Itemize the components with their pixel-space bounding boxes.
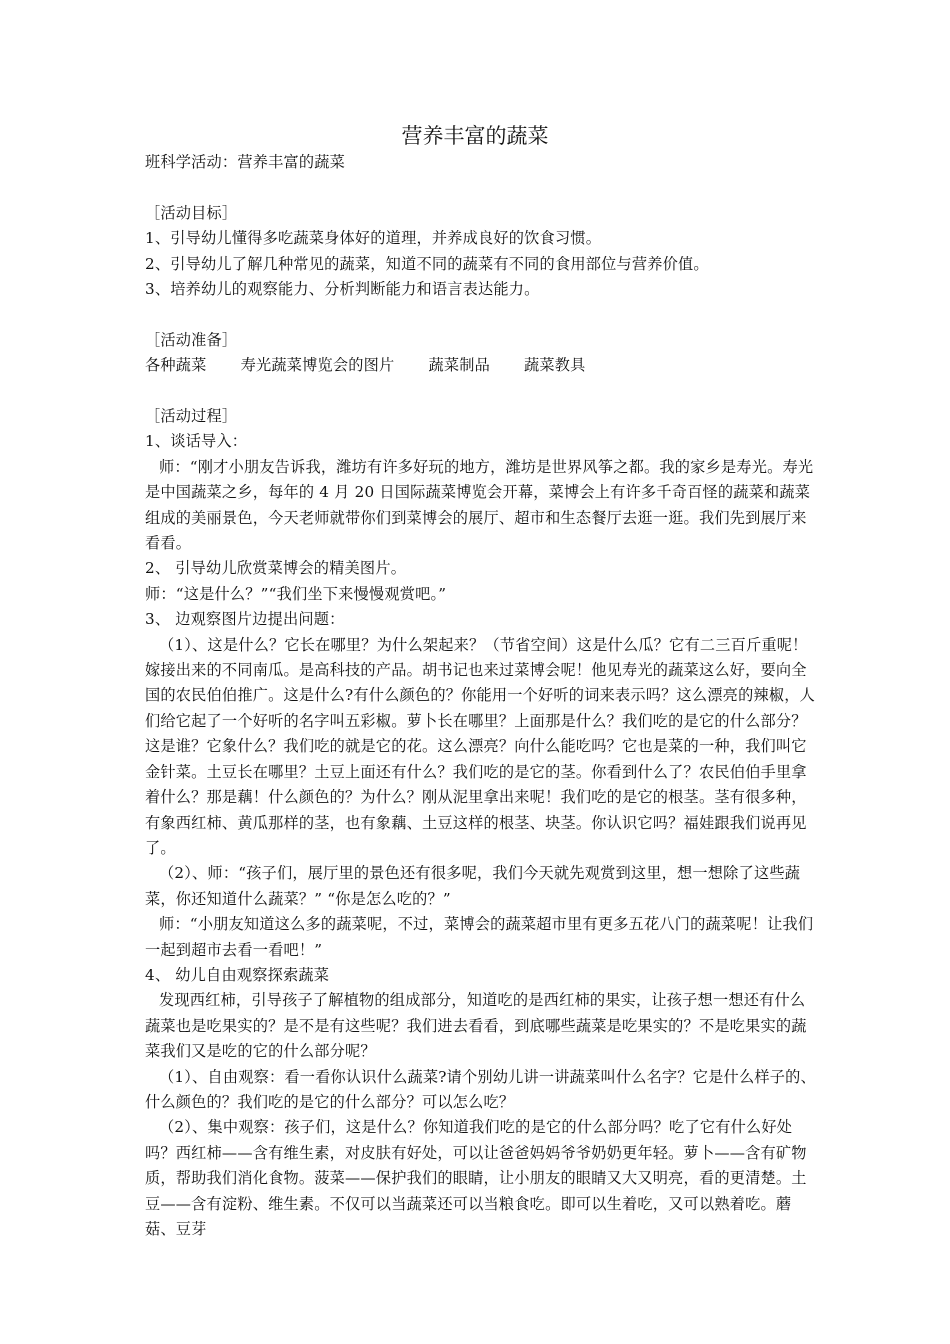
spacer (145, 379, 820, 404)
document-body (145, 150, 820, 1242)
prep-item: 各种蔬菜 (145, 356, 207, 375)
prep-item: 寿光蔬菜博览会的图片 (240, 356, 395, 375)
paragraph: 师：“刚才小朋友告诉我，潍坊有许多好玩的地方，潍坊是世界风筝之都。我的家乡是寿光。寿光是中国蔬菜之乡，每年的 4 月 20 日国际蔬菜博览会开幕，菜博会上有许多千奇百怪的蔬菜和蔬菜组成的美丽景色，今天老师就带你们到菜博会的展厅、超市和生态餐厅去逛一逛。我们先到展厅来看看。 (145, 457, 814, 553)
page-title: 营养丰富的蔬菜 (401, 124, 549, 148)
step-heading: 4、 幼儿自由观察探索蔬菜 (145, 965, 330, 984)
subtitle: 班科学活动：营养丰富的蔬菜 (145, 153, 346, 171)
paragraph: （1）、这是什么？它长在哪里？为什么架起来？（节省空间）这是什么瓜？它有二三百斤重呢！嫁接出来的不同南瓜。是高科技的产品。胡书记也来过菜博会呢！他见寿光的蔬菜这么好，要向全国的农民伯伯推广。这是什么?有什么颜色的？你能用一个好听的词来表示吗？这么漂亮的辣椒，人们给它起了一个好听的名字叫五彩椒。萝卜长在哪里？上面那是什么？我们吃的是它的什么部分？这是谁？它象什么？我们吃的就是它的花。这么漂亮？向什么能吃吗？它也是菜的一种，我们叫它金针菜。土豆长在哪里？土豆上面还有什么？我们吃的是它的茎。你看到什么了？农民伯伯手里拿着什么？那是藕！什么颜色的？为什么？刚从泥里拿出来呢！我们吃的是它的根茎。茎有很多种，有象西红柿、黄瓜那样的茎，也有象藕、土豆这样的根茎、块茎。你认识它吗？福娃跟我们说再见了。 (145, 635, 816, 857)
spacer (145, 302, 820, 327)
prep-list (145, 353, 820, 378)
paragraph: （1）、自由观察：看一看你认识什么蔬菜?请个别幼儿讲一讲蔬菜叫什么名字？它是什么样子的、什么颜色的？我们吃的是它的什么部分？可以怎么吃？ (145, 1067, 816, 1111)
paragraph: 发现西红柿，引导孩子了解植物的组成部分，知道吃的是西红柿的果实，让孩子想一想还有什么蔬菜也是吃果实的？是不是有这些呢？我们进去看看，到底哪些蔬菜是吃果实的？不是吃果实的蔬菜我们又是吃的它的什么部分呢？ (145, 991, 807, 1061)
paragraph: 师：“这是什么？”“我们坐下来慢慢观赏吧。” (145, 584, 447, 603)
prep-item: 蔬菜教具 (524, 356, 586, 375)
prep-item: 蔬菜制品 (428, 356, 490, 375)
prep-heading: ［活动准备］ (145, 330, 238, 349)
goal-item: 2、引导幼儿了解几种常见的蔬菜，知道不同的蔬菜有不同的食用部位与营养价值。 (145, 254, 709, 273)
paragraph: 师：“小朋友知道这么多的蔬菜呢，不过，菜博会的蔬菜超市里有更多五花八门的蔬菜呢！让我们一起到超市去看一看吧！” (145, 915, 814, 959)
step-heading: 2、 引导幼儿欣赏菜博会的精美图片。 (145, 559, 407, 578)
step-heading: 3、 边观察图片边提出问题： (145, 610, 345, 629)
goal-item: 1、引导幼儿懂得多吃蔬菜身体好的道理，并养成良好的饮食习惯。 (145, 229, 602, 248)
goals-heading: ［活动目标］ (145, 203, 238, 222)
paragraph: （2）、集中观察：孩子们，这是什么？你知道我们吃的是它的什么部分吗？吃了它有什么好处吗？西红柿——含有维生素，对皮肤有好处，可以让爸爸妈妈爷爷奶奶更年轻。萝卜——含有矿物质，帮助我们消化食物。菠菜——保护我们的眼睛，让小朋友的眼睛又大又明亮，看的更清楚。土豆——含有淀粉、维生素。不仅可以当蔬菜还可以当粮食吃。即可以生着吃，又可以熟着吃。蘑菇、豆芽 (145, 1118, 807, 1239)
goal-item: 3、培养幼儿的观察能力、分析判断能力和语言表达能力。 (145, 280, 540, 299)
spacer (145, 175, 820, 200)
paragraph: （2）、师：“孩子们，展厅里的景色还有很多呢，我们今天就先观赏到这里，想一想除了这些蔬菜，你还知道什么蔬菜？” “你是怎么吃的？” (145, 864, 801, 908)
process-heading: ［活动过程］ (145, 407, 238, 426)
step-heading: 1、谈话导入： (145, 432, 248, 451)
